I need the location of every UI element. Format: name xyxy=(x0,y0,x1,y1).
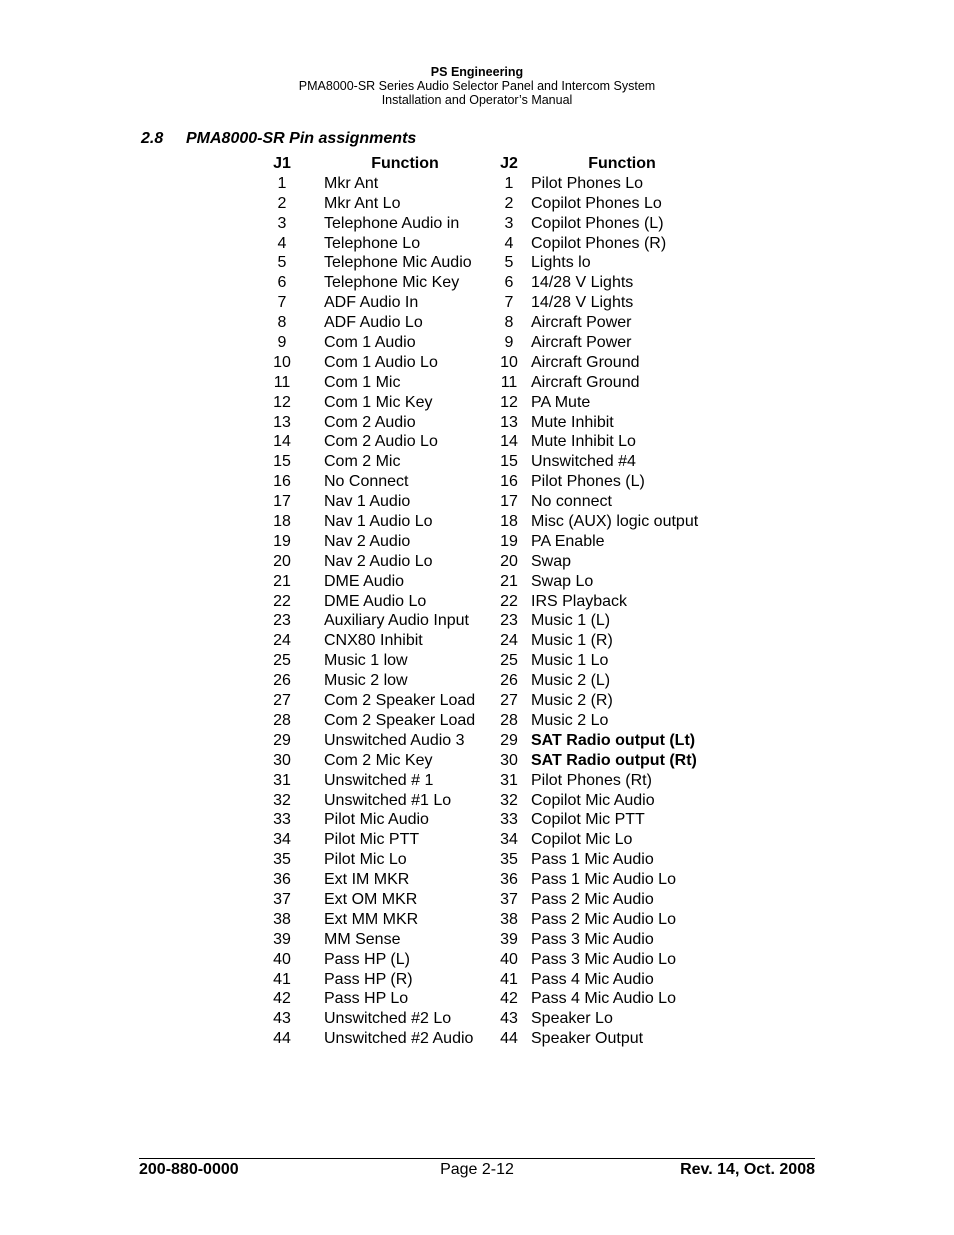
section-title: PMA8000-SR Pin assignments xyxy=(186,130,417,147)
j1-pin-number: 28 xyxy=(273,711,291,729)
j1-function: Pass HP (R) xyxy=(324,970,413,988)
j1-function: Com 2 Speaker Load xyxy=(324,692,476,710)
j2-function: 14/28 V Lights xyxy=(531,294,634,312)
table-row xyxy=(0,711,954,731)
table-row xyxy=(0,353,954,373)
j2-pin-number: 35 xyxy=(500,851,518,869)
table-row xyxy=(0,452,954,472)
j2-function: Copilot Mic PTT xyxy=(531,811,645,829)
j1-pin-number: 40 xyxy=(273,950,291,968)
j1-function: DME Audio Lo xyxy=(324,592,427,610)
j1-function: Music 1 low xyxy=(324,652,408,670)
table-row xyxy=(0,731,954,751)
pin-assignment-table xyxy=(0,154,954,1049)
header-j1: J1 xyxy=(273,155,291,172)
j1-function: Unswitched #1 Lo xyxy=(324,791,452,809)
table-row xyxy=(0,950,954,970)
j1-function: Nav 1 Audio xyxy=(324,493,411,511)
j2-pin-number: 44 xyxy=(500,1030,518,1048)
j1-function: Unswitched # 1 xyxy=(324,771,434,789)
j1-function: ADF Audio Lo xyxy=(324,314,423,332)
j1-function: Com 2 Mic xyxy=(324,453,401,471)
j2-pin-number: 34 xyxy=(500,831,518,849)
table-row xyxy=(0,492,954,512)
table-row xyxy=(0,850,954,870)
j1-pin-number: 9 xyxy=(277,334,287,352)
j2-pin-number: 6 xyxy=(504,274,514,292)
j2-pin-number: 29 xyxy=(500,731,518,749)
j1-function: Mkr Ant Lo xyxy=(324,194,401,212)
j1-function: Ext MM MKR xyxy=(324,910,419,928)
j1-pin-number: 12 xyxy=(273,393,291,411)
j1-function: Pass HP (L) xyxy=(324,950,410,968)
j2-pin-number: 23 xyxy=(500,612,518,630)
j1-pin-number: 42 xyxy=(273,990,291,1008)
table-row xyxy=(0,194,954,214)
j2-function: Music 1 (R) xyxy=(531,632,613,650)
j1-pin-number: 35 xyxy=(273,851,291,869)
table-row xyxy=(0,472,954,492)
j1-pin-number: 5 xyxy=(277,254,287,272)
j2-pin-number: 7 xyxy=(504,294,514,312)
j1-function: ADF Audio In xyxy=(324,294,419,312)
table-row xyxy=(0,532,954,552)
table-row xyxy=(0,1009,954,1029)
j2-pin-number: 27 xyxy=(500,692,518,710)
j1-function: Com 2 Speaker Load xyxy=(324,711,476,729)
j1-function: Com 1 Mic Key xyxy=(324,393,433,411)
page-header xyxy=(0,65,954,107)
j2-function: Music 2 Lo xyxy=(531,711,609,729)
j1-function: Auxiliary Audio Input xyxy=(324,612,469,630)
header-j2-function: Function xyxy=(588,155,656,172)
table-row xyxy=(0,970,954,990)
table-row xyxy=(0,1029,954,1049)
table-header-row xyxy=(0,154,954,174)
j1-function: Music 2 low xyxy=(324,672,408,690)
j2-function: Aircraft Power xyxy=(531,334,632,352)
j1-function: Com 2 Audio xyxy=(324,413,416,431)
j2-function: Pass 4 Mic Audio Lo xyxy=(531,990,676,1008)
j2-function: Aircraft Ground xyxy=(531,373,640,391)
j2-pin-number: 37 xyxy=(500,890,518,908)
company-name: PS Engineering xyxy=(430,65,524,79)
j1-function: Pass HP Lo xyxy=(324,990,409,1008)
j1-function: Pilot Mic PTT xyxy=(324,831,420,849)
j1-function: Pilot Mic Lo xyxy=(324,851,407,869)
j2-function: Copilot Phones (L) xyxy=(531,214,664,232)
j1-function: Unswitched #2 Audio xyxy=(324,1030,474,1048)
j1-function: Ext OM MKR xyxy=(324,890,418,908)
j1-pin-number: 23 xyxy=(273,612,291,630)
j2-function: IRS Playback xyxy=(531,592,628,610)
j1-function: Pilot Mic Audio xyxy=(324,811,429,829)
table-row xyxy=(0,771,954,791)
table-row xyxy=(0,273,954,293)
j1-function: Telephone Lo xyxy=(324,234,421,252)
j2-pin-number: 9 xyxy=(504,334,514,352)
table-row xyxy=(0,373,954,393)
j2-function: Unswitched #4 xyxy=(531,453,636,471)
j2-pin-number: 31 xyxy=(500,771,518,789)
j1-function: DME Audio xyxy=(324,572,405,590)
j2-function: Mute Inhibit xyxy=(531,413,614,431)
j2-pin-number: 2 xyxy=(504,194,514,212)
table-row xyxy=(0,293,954,313)
j2-pin-number: 5 xyxy=(504,254,514,272)
table-row xyxy=(0,989,954,1009)
j1-pin-number: 2 xyxy=(277,194,287,212)
j1-pin-number: 1 xyxy=(277,174,287,192)
table-row xyxy=(0,791,954,811)
j2-function: Aircraft Power xyxy=(531,314,632,332)
j2-function: SAT Radio output (Lt) xyxy=(531,731,696,749)
j1-pin-number: 17 xyxy=(273,493,291,511)
j1-pin-number: 18 xyxy=(273,513,291,531)
j2-pin-number: 41 xyxy=(500,970,518,988)
j2-function: Aircraft Ground xyxy=(531,353,640,371)
j2-function: Swap Lo xyxy=(531,572,594,590)
table-row xyxy=(0,631,954,651)
j2-function: Speaker Output xyxy=(531,1030,644,1048)
table-row xyxy=(0,393,954,413)
j1-function: Com 1 Mic xyxy=(324,373,401,391)
j1-function: Telephone Audio in xyxy=(324,214,460,232)
j2-function: Music 1 (L) xyxy=(531,612,611,630)
j1-pin-number: 13 xyxy=(273,413,291,431)
table-row xyxy=(0,174,954,194)
j1-pin-number: 8 xyxy=(277,314,287,332)
header-j2: J2 xyxy=(500,155,518,172)
j1-pin-number: 25 xyxy=(273,652,291,670)
j1-function: Telephone Mic Audio xyxy=(324,254,472,272)
table-row xyxy=(0,890,954,910)
j1-pin-number: 29 xyxy=(273,731,291,749)
table-row xyxy=(0,691,954,711)
j1-pin-number: 38 xyxy=(273,910,291,928)
j2-function: Music 1 Lo xyxy=(531,652,609,670)
table-row xyxy=(0,432,954,452)
table-row xyxy=(0,333,954,353)
table-row xyxy=(0,552,954,572)
j1-function: Mkr Ant xyxy=(324,174,379,192)
j2-pin-number: 39 xyxy=(500,930,518,948)
footer-divider xyxy=(139,1158,815,1159)
j2-function: Mute Inhibit Lo xyxy=(531,433,636,451)
j2-pin-number: 43 xyxy=(500,1010,518,1028)
j1-pin-number: 19 xyxy=(273,532,291,550)
table-row xyxy=(0,214,954,234)
j1-function: Com 2 Audio Lo xyxy=(324,433,438,451)
j2-function: Pass 1 Mic Audio Lo xyxy=(531,871,676,889)
section-heading xyxy=(141,130,416,148)
j1-function: Telephone Mic Key xyxy=(324,274,460,292)
j2-pin-number: 42 xyxy=(500,990,518,1008)
j1-function: Ext IM MKR xyxy=(324,871,410,889)
j1-function: No Connect xyxy=(324,473,409,491)
j1-function: MM Sense xyxy=(324,930,401,948)
table-row xyxy=(0,671,954,691)
table-row xyxy=(0,830,954,850)
j2-function: Misc (AUX) logic output xyxy=(531,513,699,531)
j2-pin-number: 33 xyxy=(500,811,518,829)
j2-pin-number: 28 xyxy=(500,711,518,729)
j1-function: Unswitched #2 Lo xyxy=(324,1010,452,1028)
j2-function: Pass 2 Mic Audio xyxy=(531,890,654,908)
j2-function: Speaker Lo xyxy=(531,1010,613,1028)
table-row xyxy=(0,751,954,771)
table-row xyxy=(0,592,954,612)
j1-pin-number: 22 xyxy=(273,592,291,610)
j1-function: Com 1 Audio Lo xyxy=(324,353,438,371)
j2-pin-number: 19 xyxy=(500,532,518,550)
table-row xyxy=(0,910,954,930)
j2-function: PA Mute xyxy=(531,393,591,411)
table-row xyxy=(0,512,954,532)
page-number: Page 2-12 xyxy=(440,1161,514,1178)
table-row xyxy=(0,651,954,671)
j2-function: Swap xyxy=(531,552,572,570)
j1-pin-number: 14 xyxy=(273,433,291,451)
j2-function: Lights lo xyxy=(531,254,591,272)
j2-function: Pilot Phones (L) xyxy=(531,473,645,491)
j2-pin-number: 32 xyxy=(500,791,518,809)
j2-function: Music 2 (L) xyxy=(531,672,611,690)
table-row xyxy=(0,930,954,950)
j2-function: Music 2 (R) xyxy=(531,692,613,710)
j2-pin-number: 21 xyxy=(500,572,518,590)
j2-pin-number: 24 xyxy=(500,632,518,650)
j1-pin-number: 39 xyxy=(273,930,291,948)
j1-pin-number: 11 xyxy=(273,373,291,391)
j2-pin-number: 15 xyxy=(500,453,518,471)
j2-pin-number: 11 xyxy=(500,373,518,391)
j2-pin-number: 25 xyxy=(500,652,518,670)
j2-pin-number: 26 xyxy=(500,672,518,690)
j1-function: Nav 1 Audio Lo xyxy=(324,513,433,531)
j1-function: CNX80 Inhibit xyxy=(324,632,423,650)
j2-pin-number: 3 xyxy=(504,214,514,232)
j2-pin-number: 18 xyxy=(500,513,518,531)
j2-function: Pilot Phones Lo xyxy=(531,174,644,192)
j1-function: Unswitched Audio 3 xyxy=(324,731,465,749)
j2-pin-number: 36 xyxy=(500,871,518,889)
j1-pin-number: 32 xyxy=(273,791,291,809)
j2-function: Pass 4 Mic Audio xyxy=(531,970,654,988)
j1-pin-number: 20 xyxy=(273,552,291,570)
j1-pin-number: 16 xyxy=(273,473,291,491)
j2-function: Copilot Phones (R) xyxy=(531,234,667,252)
table-row xyxy=(0,313,954,333)
j2-pin-number: 20 xyxy=(500,552,518,570)
table-row xyxy=(0,572,954,592)
j1-pin-number: 15 xyxy=(273,453,291,471)
j2-function: PA Enable xyxy=(531,532,605,550)
header-j1-function: Function xyxy=(371,155,439,172)
j2-pin-number: 8 xyxy=(504,314,514,332)
section-number: 2.8 xyxy=(141,130,164,147)
j2-pin-number: 17 xyxy=(500,493,518,511)
j1-pin-number: 44 xyxy=(273,1030,291,1048)
j1-function: Com 2 Mic Key xyxy=(324,751,433,769)
j1-pin-number: 43 xyxy=(273,1010,291,1028)
j1-pin-number: 7 xyxy=(277,294,287,312)
document-number: 200-880-0000 xyxy=(139,1161,239,1178)
manual-name: Installation and Operator’s Manual xyxy=(381,93,573,107)
j2-pin-number: 13 xyxy=(500,413,518,431)
j1-pin-number: 6 xyxy=(277,274,287,292)
j1-pin-number: 24 xyxy=(273,632,291,650)
j1-function: Nav 2 Audio xyxy=(324,532,411,550)
j2-function: Pilot Phones (Rt) xyxy=(531,771,652,789)
j1-function: Nav 2 Audio Lo xyxy=(324,552,433,570)
j2-pin-number: 22 xyxy=(500,592,518,610)
table-row xyxy=(0,413,954,433)
j1-pin-number: 36 xyxy=(273,871,291,889)
j1-pin-number: 30 xyxy=(273,751,291,769)
j2-function: Copilot Mic Audio xyxy=(531,791,655,809)
j2-pin-number: 30 xyxy=(500,751,518,769)
j1-pin-number: 27 xyxy=(273,692,291,710)
j2-pin-number: 12 xyxy=(500,393,518,411)
j1-pin-number: 34 xyxy=(273,831,291,849)
j2-pin-number: 16 xyxy=(500,473,518,491)
j1-pin-number: 31 xyxy=(273,771,291,789)
j1-pin-number: 41 xyxy=(273,970,291,988)
j1-pin-number: 37 xyxy=(273,890,291,908)
j1-pin-number: 33 xyxy=(273,811,291,829)
table-row xyxy=(0,611,954,631)
j2-function: Copilot Mic Lo xyxy=(531,831,633,849)
j1-pin-number: 21 xyxy=(273,572,291,590)
j2-pin-number: 38 xyxy=(500,910,518,928)
j2-function: Pass 2 Mic Audio Lo xyxy=(531,910,676,928)
j2-function: SAT Radio output (Rt) xyxy=(531,751,697,769)
j1-pin-number: 26 xyxy=(273,672,291,690)
j2-function: 14/28 V Lights xyxy=(531,274,634,292)
table-row xyxy=(0,870,954,890)
j2-pin-number: 1 xyxy=(504,174,514,192)
j1-pin-number: 4 xyxy=(277,234,287,252)
table-row xyxy=(0,234,954,254)
j2-function: No connect xyxy=(531,493,612,511)
table-row xyxy=(0,810,954,830)
j2-pin-number: 14 xyxy=(500,433,518,451)
j2-function: Copilot Phones Lo xyxy=(531,194,662,212)
j2-pin-number: 10 xyxy=(500,353,518,371)
j2-function: Pass 1 Mic Audio xyxy=(531,851,654,869)
j2-function: Pass 3 Mic Audio Lo xyxy=(531,950,676,968)
j2-pin-number: 4 xyxy=(504,234,514,252)
j1-function: Com 1 Audio xyxy=(324,334,416,352)
j1-pin-number: 3 xyxy=(277,214,287,232)
table-row xyxy=(0,253,954,273)
j1-pin-number: 10 xyxy=(273,353,291,371)
j2-pin-number: 40 xyxy=(500,950,518,968)
j2-function: Pass 3 Mic Audio xyxy=(531,930,654,948)
revision-label: Rev. 14, Oct. 2008 xyxy=(680,1161,815,1178)
product-name: PMA8000-SR Series Audio Selector Panel and Intercom System xyxy=(298,79,656,93)
